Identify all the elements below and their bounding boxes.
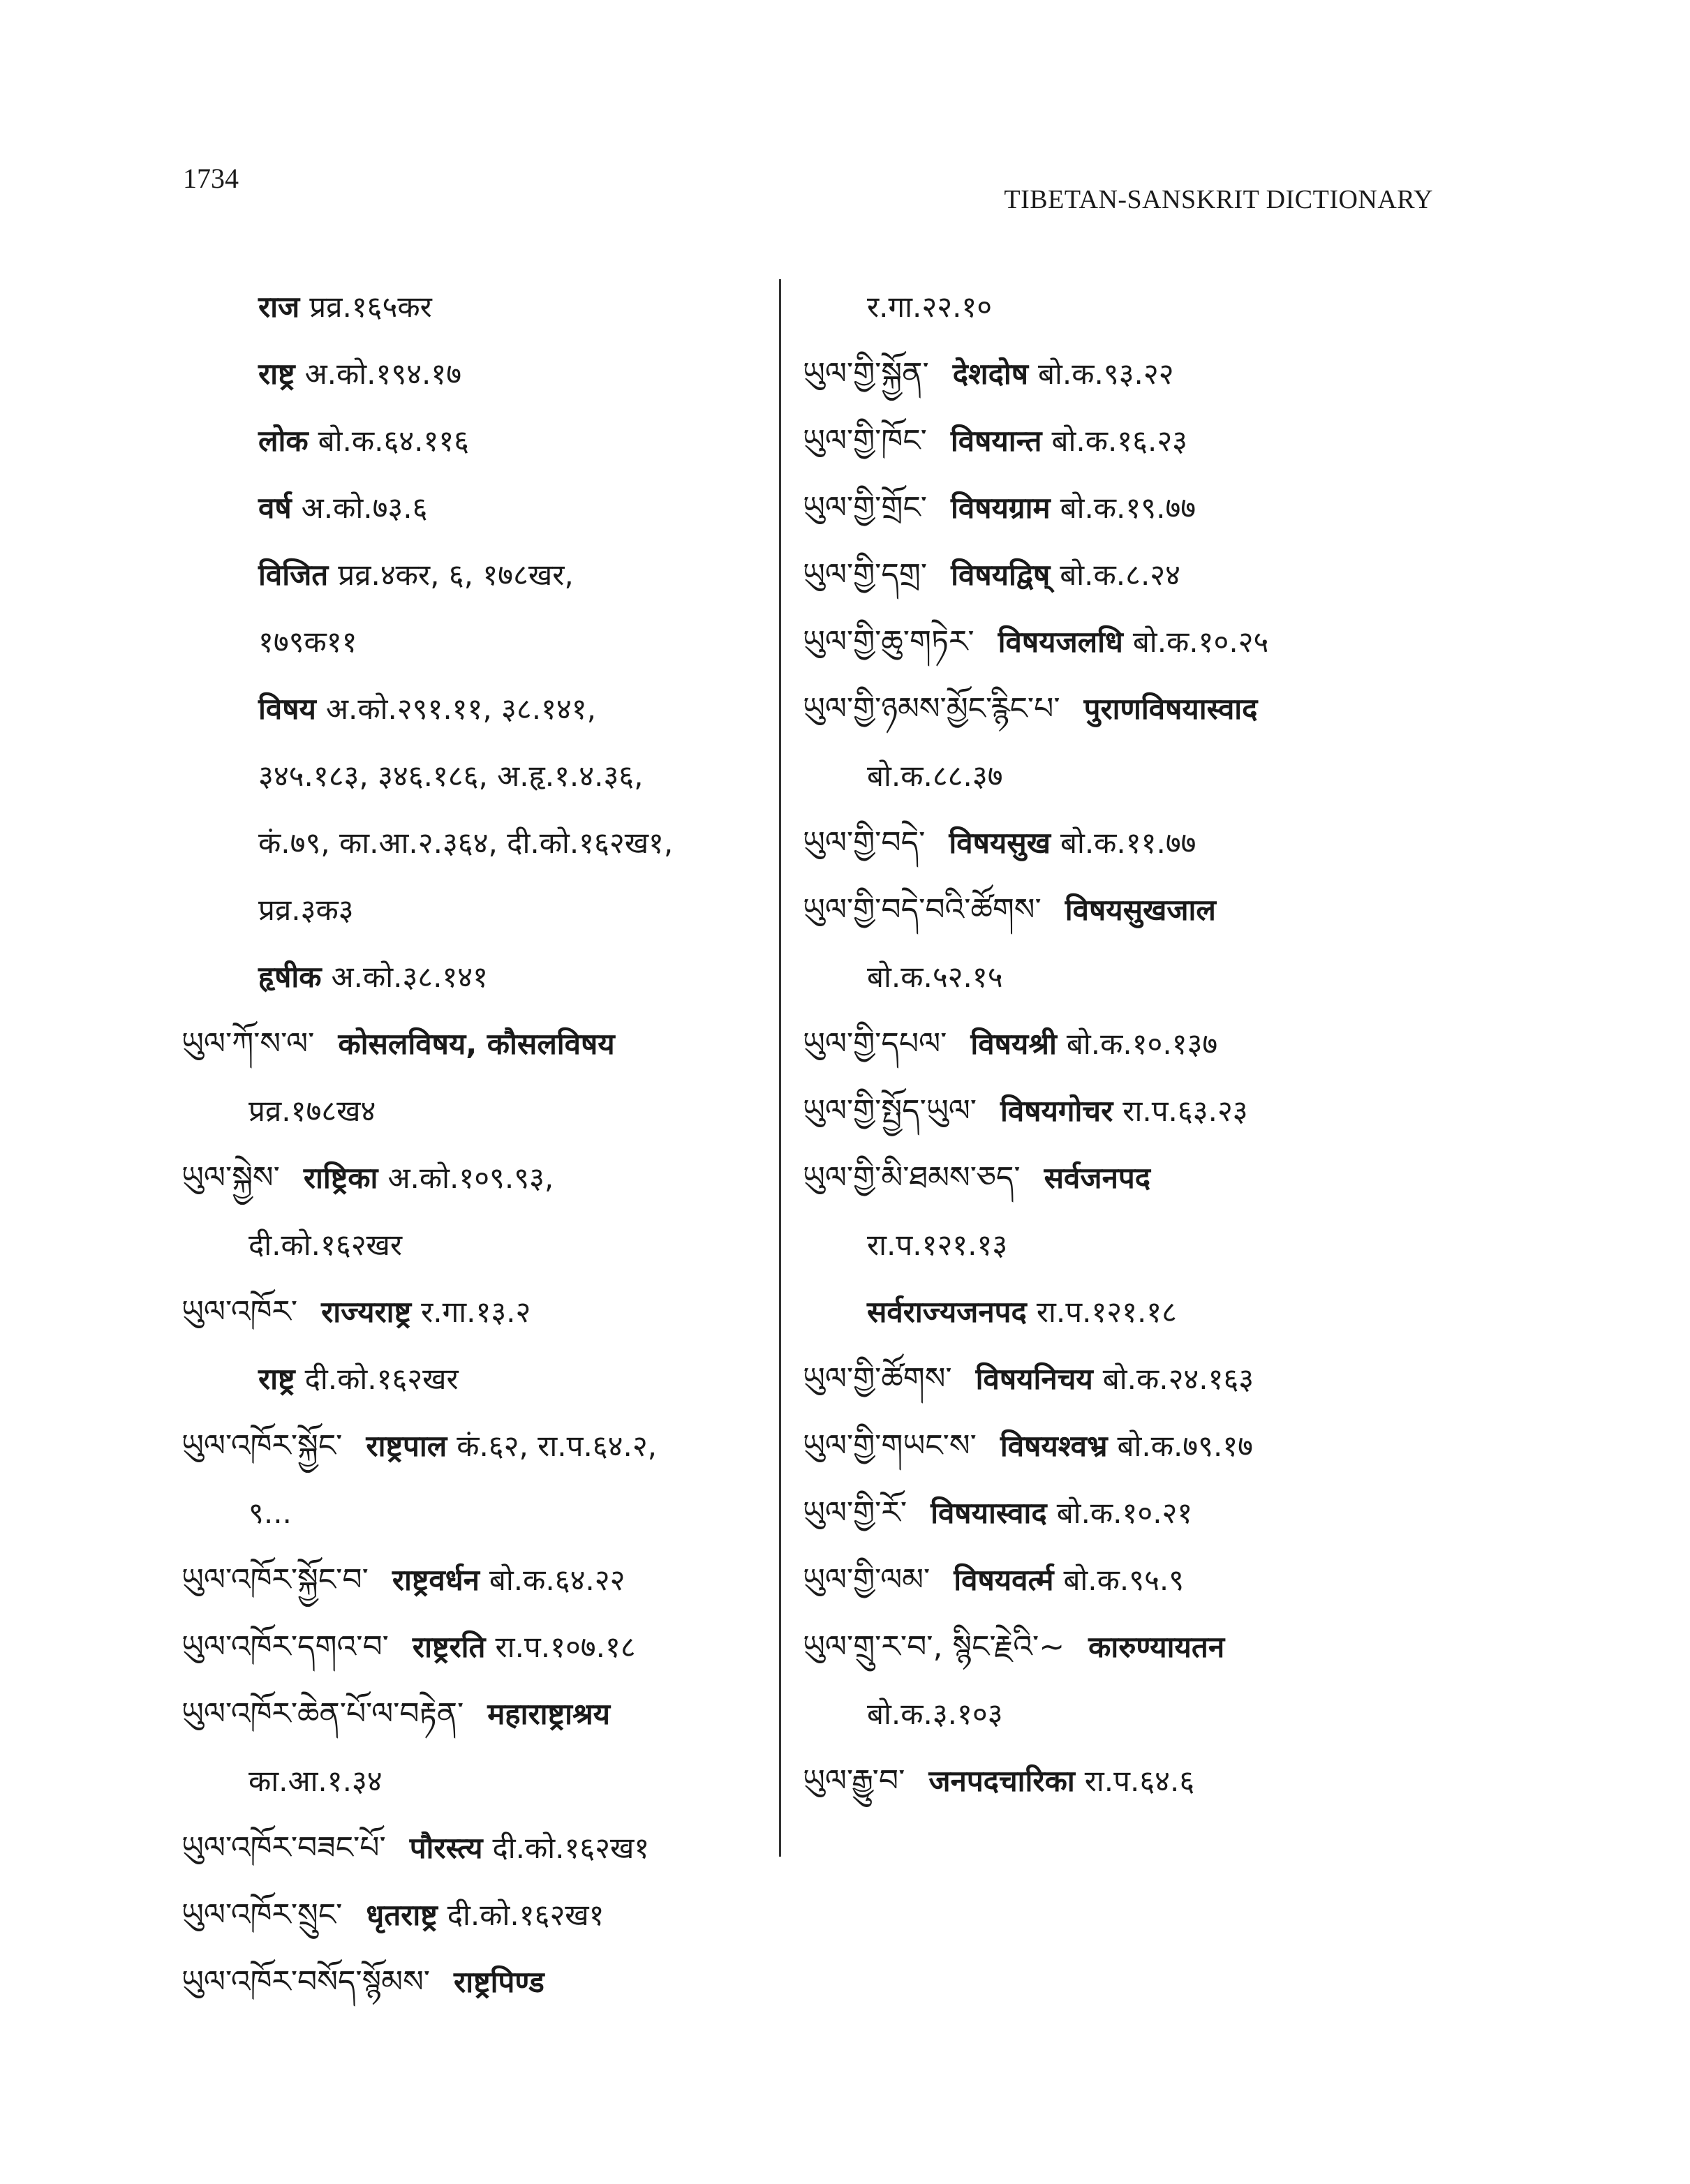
tibetan-headword: ཡུལ་འཁོར་དགའ་བ་: [181, 1629, 389, 1665]
sanskrit-equivalent: विषयनिचय: [975, 1362, 1093, 1396]
dictionary-entry-line: [181, 743, 768, 810]
sanskrit-equivalent: सर्वराज्यजनपद: [867, 1295, 1027, 1329]
source-reference: बो.क.२४.१६३: [1102, 1362, 1254, 1396]
source-reference: प्रव्र.१७८ख४: [249, 1094, 376, 1128]
tibetan-headword: ཡུལ་གྱི་ལམ་: [803, 1562, 931, 1598]
source-reference: अ.को.७३.६: [301, 491, 428, 525]
dictionary-entry-line: [803, 1413, 1431, 1480]
dictionary-entry-line: [181, 1547, 768, 1614]
source-reference: का.आ.१.३४: [249, 1764, 383, 1798]
source-reference: र.गा.१३.२: [421, 1295, 531, 1329]
tibetan-headword: ཡུལ་གྱི་གྲོང་: [803, 490, 928, 526]
sanskrit-equivalent: राज: [258, 290, 300, 324]
dictionary-entry-line: [181, 1882, 768, 1949]
sanskrit-equivalent: राष्ट्रिका: [303, 1161, 378, 1195]
dictionary-entry-line: [181, 676, 768, 743]
tibetan-headword: ཡུལ་གྱི་ཁོང་: [803, 423, 927, 459]
sanskrit-equivalent: राष्ट्रपाल: [366, 1429, 447, 1463]
dictionary-entry-line: [181, 475, 768, 542]
source-reference: बो.क.८८.३७: [867, 759, 1003, 793]
dictionary-entry-line: [803, 1011, 1431, 1078]
sanskrit-equivalent: कारुण्यायतन: [1088, 1630, 1225, 1664]
sanskrit-equivalent: धृतराष्ट्र: [366, 1898, 438, 1932]
source-reference: कं.६२, रा.प.६४.२,: [457, 1429, 658, 1463]
dictionary-entry-line: [803, 609, 1431, 676]
dictionary-entry-line: [181, 877, 768, 944]
source-reference: बो.क.१०.२१: [1056, 1496, 1193, 1530]
sanskrit-equivalent: राज्यराष्ट्र: [321, 1295, 412, 1329]
sanskrit-equivalent: विषयसुख: [949, 826, 1051, 860]
source-reference: बो.क.११.७७: [1060, 826, 1196, 860]
sanskrit-equivalent: विषय: [258, 692, 316, 726]
sanskrit-equivalent: लोक: [258, 424, 309, 458]
tibetan-headword: ཡུལ་རྒྱུ་བ་: [803, 1763, 905, 1799]
dictionary-entry-line: [803, 1480, 1431, 1547]
source-reference: प्रव्र.३क३: [258, 893, 354, 927]
source-reference: बो.क.१०.२५: [1132, 625, 1269, 659]
source-reference: अ.को.३८.१४१: [331, 960, 488, 994]
tibetan-headword: ཡུལ་གྲུ་ར་བ་, སྙིང་རྗེའི་~: [803, 1629, 1065, 1665]
sanskrit-equivalent: कोसलविषय, कौसलविषय: [338, 1027, 615, 1061]
dictionary-entry-line: [803, 1078, 1431, 1145]
source-reference: दी.को.१६२ख१: [492, 1831, 650, 1865]
source-reference: र.गा.२२.१०: [867, 290, 993, 324]
tibetan-headword: ཡུལ་གྱི་མི་ཐམས་ཅད་: [803, 1160, 1021, 1196]
tibetan-headword: ཡུལ་འཁོར་བསོད་སྙོམས་: [181, 1964, 431, 2000]
dictionary-entry-line: [803, 743, 1431, 810]
dictionary-entry-line: [181, 1949, 768, 2016]
dictionary-entry-line: [803, 1681, 1431, 1748]
sanskrit-equivalent: विषयान्त: [950, 424, 1042, 458]
tibetan-headword: ཡུལ་ཀོ་ས་ལ་: [181, 1026, 315, 1062]
source-reference: रा.प.१२१.१८: [1036, 1295, 1177, 1329]
source-reference: दी.को.१६२ख१: [447, 1898, 605, 1932]
dictionary-entry-line: [181, 1748, 768, 1815]
source-reference: बो.क.६४.२२: [489, 1563, 625, 1597]
tibetan-headword: ཡུལ་གྱི་ཉམས་མྱོང་རྙིང་པ་: [803, 691, 1060, 727]
dictionary-entry-line: [181, 1212, 768, 1279]
tibetan-headword: ཡུལ་གྱི་དགྲ་: [803, 557, 928, 593]
page-number: 1734: [183, 163, 239, 194]
tibetan-headword: ཡུལ་འཁོར་སྐྱོང་: [181, 1428, 343, 1464]
sanskrit-equivalent: विषयास्वाद: [931, 1496, 1047, 1530]
source-reference: १७९क११: [258, 625, 357, 659]
tibetan-headword: ཡུལ་གྱི་ཆུ་གཏེར་: [803, 624, 974, 660]
running-head: TIBETAN-SANSKRIT DICTIONARY: [1004, 185, 1433, 214]
right-column: [803, 274, 1431, 1815]
sanskrit-equivalent: विषयग्राम: [951, 491, 1051, 525]
tibetan-headword: ཡུལ་གྱི་དཔལ་: [803, 1026, 947, 1062]
tibetan-headword: ཡུལ་གྱི་རོ་: [803, 1495, 907, 1531]
tibetan-headword: ཡུལ་སྐྱེས་: [181, 1160, 280, 1196]
sanskrit-equivalent: विजित: [258, 558, 329, 592]
sanskrit-equivalent: देशदोष: [952, 357, 1029, 391]
dictionary-entry-line: [181, 1413, 768, 1480]
sanskrit-equivalent: विषयश्वभ्र: [1000, 1429, 1108, 1463]
dictionary-entry-line: [803, 1748, 1431, 1815]
dictionary-entry-line: [803, 341, 1431, 408]
dictionary-entry-line: [181, 1078, 768, 1145]
dictionary-entry-line: [803, 1346, 1431, 1413]
sanskrit-equivalent: विषयश्री: [970, 1027, 1057, 1061]
dictionary-entry-line: [803, 877, 1431, 944]
dictionary-entry-line: [803, 1614, 1431, 1681]
tibetan-headword: ཡུལ་གྱི་ཚོགས་: [803, 1361, 952, 1397]
dictionary-entry-line: [181, 1346, 768, 1413]
source-reference: बो.क.७९.१७: [1117, 1429, 1254, 1463]
source-reference: रा.प.१२१.१३: [867, 1228, 1008, 1262]
tibetan-headword: ཡུལ་གྱི་སྐྱོན་: [803, 356, 929, 392]
sanskrit-equivalent: पौरस्त्य: [409, 1831, 483, 1865]
dictionary-entry-line: [181, 944, 768, 1011]
dictionary-entry-line: [181, 341, 768, 408]
sanskrit-equivalent: हृषीक: [258, 960, 322, 994]
tibetan-headword: ཡུལ་འཁོར་བཟང་པོ་: [181, 1830, 386, 1866]
tibetan-headword: ཡུལ་འཁོར་སྲུང་: [181, 1897, 343, 1933]
dictionary-entry-line: [181, 1145, 768, 1212]
sanskrit-equivalent: वर्ष: [258, 491, 292, 525]
sanskrit-equivalent: राष्ट्रपिण्ड: [454, 1965, 544, 1999]
dictionary-entry-line: [803, 542, 1431, 609]
dictionary-entry-line: [803, 475, 1431, 542]
source-reference: बो.क.१६.२३: [1051, 424, 1188, 458]
tibetan-headword: ཡུལ་གྱི་བདེ་བའི་ཚོགས་: [803, 892, 1042, 928]
source-reference: प्रव्र.१६५कर: [309, 290, 432, 324]
dictionary-entry-line: [803, 1212, 1431, 1279]
sanskrit-equivalent: महाराष्ट्राश्रय: [487, 1697, 611, 1731]
dictionary-entry-line: [803, 408, 1431, 475]
source-reference: अ.को.२९१.११, ३८.१४१,: [325, 692, 596, 726]
sanskrit-equivalent: पुराणविषयास्वाद: [1083, 692, 1258, 726]
dictionary-entry-line: [181, 1279, 768, 1346]
sanskrit-equivalent: विषयजलधि: [998, 625, 1123, 659]
sanskrit-equivalent: विषयद्विष्: [951, 558, 1051, 592]
dictionary-entry-line: [803, 1145, 1431, 1212]
source-reference: अ.को.१०९.९३,: [387, 1161, 554, 1195]
sanskrit-equivalent: विषयवर्त्म: [954, 1563, 1054, 1597]
source-reference: बो.क.३.१०३: [867, 1697, 1003, 1731]
dictionary-entry-line: [803, 944, 1431, 1011]
sanskrit-equivalent: राष्ट्र: [258, 1362, 295, 1396]
dictionary-entry-line: [181, 408, 768, 475]
sanskrit-equivalent: सर्वजनपद: [1044, 1161, 1151, 1195]
dictionary-entry-line: [803, 1279, 1431, 1346]
source-reference: ९...: [249, 1496, 292, 1530]
tibetan-headword: ཡུལ་འཁོར་ཆེན་པོ་ལ་བརྟེན་: [181, 1696, 464, 1732]
source-reference: प्रव्र.४कर, ६, १७८खर,: [338, 558, 574, 592]
left-column: [181, 274, 768, 2016]
dictionary-entry-line: [181, 1681, 768, 1748]
source-reference: दी.को.१६२खर: [304, 1362, 459, 1396]
source-reference: रा.प.६४.६: [1084, 1764, 1195, 1798]
tibetan-headword: ཡུལ་འཁོར་སྐྱོང་བ་: [181, 1562, 369, 1598]
dictionary-entry-line: [181, 810, 768, 877]
source-reference: बो.क.१०.१३७: [1066, 1027, 1218, 1061]
dictionary-entry-line: [181, 1480, 768, 1547]
source-reference: अ.को.१९४.१७: [304, 357, 462, 391]
source-reference: बो.क.१९.७७: [1060, 491, 1196, 525]
sanskrit-equivalent: जनपदचारिका: [928, 1764, 1075, 1798]
dictionary-entry-line: [181, 609, 768, 676]
tibetan-headword: ཡུལ་གྱི་བདེ་: [803, 825, 926, 861]
sanskrit-equivalent: राष्ट्ररति: [412, 1630, 486, 1664]
dictionary-entry-line: [181, 274, 768, 341]
dictionary-entry-line: [181, 542, 768, 609]
dictionary-entry-line: [803, 1547, 1431, 1614]
tibetan-headword: ཡུལ་འཁོར་: [181, 1294, 298, 1330]
column-divider: [779, 279, 781, 1857]
sanskrit-equivalent: विषयगोचर: [1000, 1094, 1113, 1128]
source-reference: ३४५.१८३, ३४६.१८६, अ.हृ.१.४.३६,: [258, 759, 644, 793]
tibetan-headword: ཡུལ་གྱི་སྤྱོད་ཡུལ་: [803, 1093, 977, 1129]
source-reference: बो.क.५२.१५: [867, 960, 1003, 994]
source-reference: बो.क.८.२४: [1060, 558, 1180, 592]
dictionary-entry-line: [181, 1614, 768, 1681]
sanskrit-equivalent: विषयसुखजाल: [1065, 893, 1216, 927]
source-reference: कं.७९, का.आ.२.३६४, दी.को.१६२ख१,: [258, 826, 674, 860]
dictionary-entry-line: [181, 1815, 768, 1882]
source-reference: बो.क.९३.२२: [1038, 357, 1174, 391]
sanskrit-equivalent: राष्ट्रवर्धन: [392, 1563, 480, 1597]
source-reference: बो.क.६४.११६: [318, 424, 469, 458]
tibetan-headword: ཡུལ་གྱི་གཡང་ས་: [803, 1428, 977, 1464]
source-reference: रा.प.१०७.१८: [495, 1630, 636, 1664]
sanskrit-equivalent: राष्ट्र: [258, 357, 295, 391]
dictionary-entry-line: [803, 810, 1431, 877]
dictionary-entry-line: [181, 1011, 768, 1078]
source-reference: बो.क.९५.९: [1063, 1563, 1185, 1597]
dictionary-entry-line: [803, 676, 1431, 743]
source-reference: दी.को.१६२खर: [249, 1228, 403, 1262]
dictionary-entry-line: [803, 274, 1431, 341]
source-reference: रा.प.६३.२३: [1122, 1094, 1248, 1128]
